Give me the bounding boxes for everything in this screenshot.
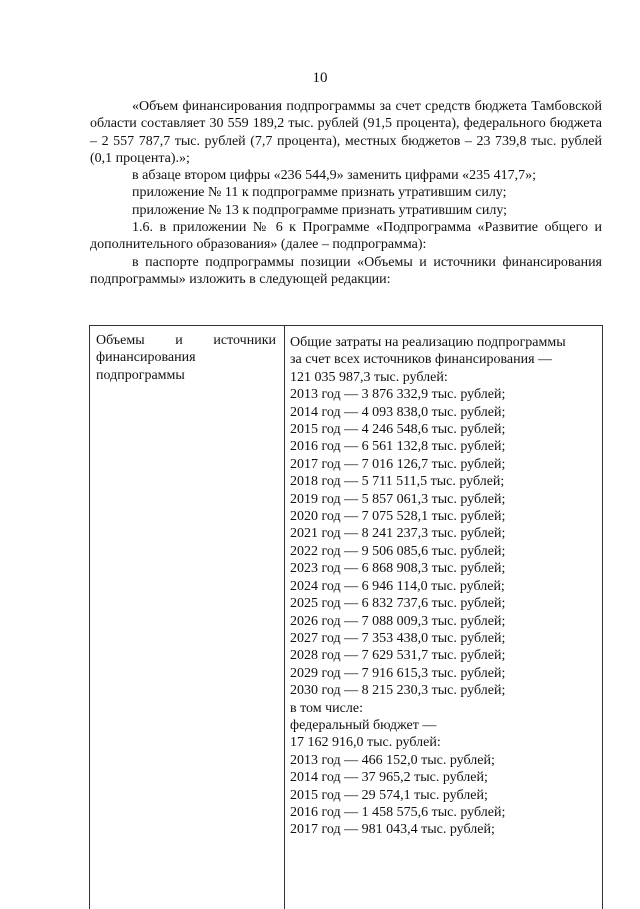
funding-year-row: 2016 год — 6 561 132,8 тыс. рублей; [290, 439, 506, 455]
funding-year-row: 2026 год — 7 088 009,3 тыс. рублей; [290, 613, 506, 629]
paragraph-appendix-11 [90, 184, 602, 201]
text-line: и дополнительного образования» (далее – подпрограмма): [90, 220, 603, 253]
funding-year-row: 2025 год — 6 832 737,6 тыс. рублей; [290, 596, 506, 612]
text-line: Тамбовской области составляет 30 559 189,2 тыс. рублей (91,5 процента), [90, 99, 602, 132]
text-line: «Объем финансирования подпрограммы за счет средств бюджета [132, 99, 527, 114]
funding-year-row: 2016 год — 1 458 575,6 тыс. рублей; [290, 804, 506, 820]
left-cell-line [96, 332, 276, 349]
federal-years-list [290, 752, 596, 839]
including-label: в том числе: [290, 700, 363, 716]
text-line: «235 417,7»; [462, 168, 536, 184]
funding-intro-line: за счет всех источников финансирования — [290, 352, 553, 368]
left-cell-line: финансирования [96, 350, 196, 366]
funding-total: 121 035 987,3 тыс. рублей: [290, 369, 448, 385]
funding-year-row: 2019 год — 5 857 061,3 тыс. рублей; [290, 491, 506, 507]
funding-year-row: 2015 год — 29 574,1 тыс. рублей; [290, 787, 488, 803]
funding-year-row: 2030 год — 8 215 230,3 тыс. рублей; [290, 683, 506, 699]
funding-year-row: 2021 год — 8 241 237,3 тыс. рублей; [290, 526, 506, 542]
federal-budget-label: федеральный бюджет — [290, 717, 437, 733]
passport-table [89, 325, 603, 909]
funding-year-row: 2014 год — 4 093 838,0 тыс. рублей; [290, 404, 506, 420]
left-cell-line: подпрограммы [96, 367, 185, 383]
funding-year-row: 2017 год — 981 043,4 тыс. рублей; [290, 822, 495, 838]
text-word: источники [213, 333, 276, 348]
funding-year-row: 2015 год — 4 246 548,6 тыс. рублей; [290, 422, 506, 438]
paragraph-figures-replace [90, 167, 602, 184]
funding-year-row: 2023 год — 6 868 908,3 тыс. рублей; [290, 561, 506, 577]
funding-year-row: 2024 год — 6 946 114,0 тыс. рублей; [290, 578, 505, 594]
paragraph-appendix-13 [90, 202, 602, 219]
body-text [90, 98, 602, 288]
page-number: 10 [312, 70, 328, 86]
text-line: приложение № 13 к подпрограмме признать утратившим силу; [132, 202, 508, 218]
text-line: бюджетов – 23 739,8 тыс. рублей (0,1 процента).»; [90, 133, 603, 166]
text-word: Объемы [96, 333, 145, 348]
funding-years-list [290, 386, 596, 699]
paragraph-appendix-6 [90, 219, 602, 254]
funding-year-row: 2028 год — 7 629 531,7 тыс. рублей; [290, 648, 506, 664]
text-line: приложение № 11 к подпрограмме признать утратившим силу; [132, 185, 507, 201]
text-word: и [175, 333, 183, 348]
text-line: в абзаце втором цифры «236 544,9» заменить цифрами [132, 168, 459, 184]
funding-year-row: 2017 год — 7 016 126,7 тыс. рублей; [290, 456, 506, 472]
funding-year-row: 2013 год — 3 876 332,9 тыс. рублей; [290, 387, 506, 403]
paragraph-budget-volume [90, 98, 602, 167]
funding-year-row: 2027 год — 7 353 438,0 тыс. рублей; [290, 630, 506, 646]
text-line: федерального бюджета – 2 557 787,7 тыс. рублей (7,7 процента), местных [90, 116, 603, 149]
funding-intro-line: Общие затраты на реализацию подпрограммы [290, 335, 566, 350]
funding-year-row: 2022 год — 9 506 085,6 тыс. рублей; [290, 543, 506, 559]
funding-year-row: 2020 год — 7 075 528,1 тыс. рублей; [290, 509, 506, 525]
funding-year-row: 2014 год — 37 965,2 тыс. рублей; [290, 770, 488, 786]
funding-year-row: 2013 год — 466 152,0 тыс. рублей; [290, 752, 495, 768]
federal-budget-total: 17 162 916,0 тыс. рублей: [290, 735, 441, 751]
table-right-cell [290, 334, 596, 839]
funding-year-row: 2029 год — 7 916 615,3 тыс. рублей; [290, 665, 506, 681]
paragraph-passport [90, 254, 602, 289]
table-left-cell [90, 326, 285, 909]
text-line: финансирования подпрограммы» изложить в следующей редакции: [90, 254, 602, 287]
text-line: 1.6. в приложении № 6 к Программе «Подпрограмма «Развитие общего [132, 220, 589, 236]
funding-year-row: 2018 год — 5 711 511,5 тыс. рублей; [290, 474, 505, 490]
text-line: в паспорте подпрограммы позиции «Объемы и источники [132, 254, 496, 270]
